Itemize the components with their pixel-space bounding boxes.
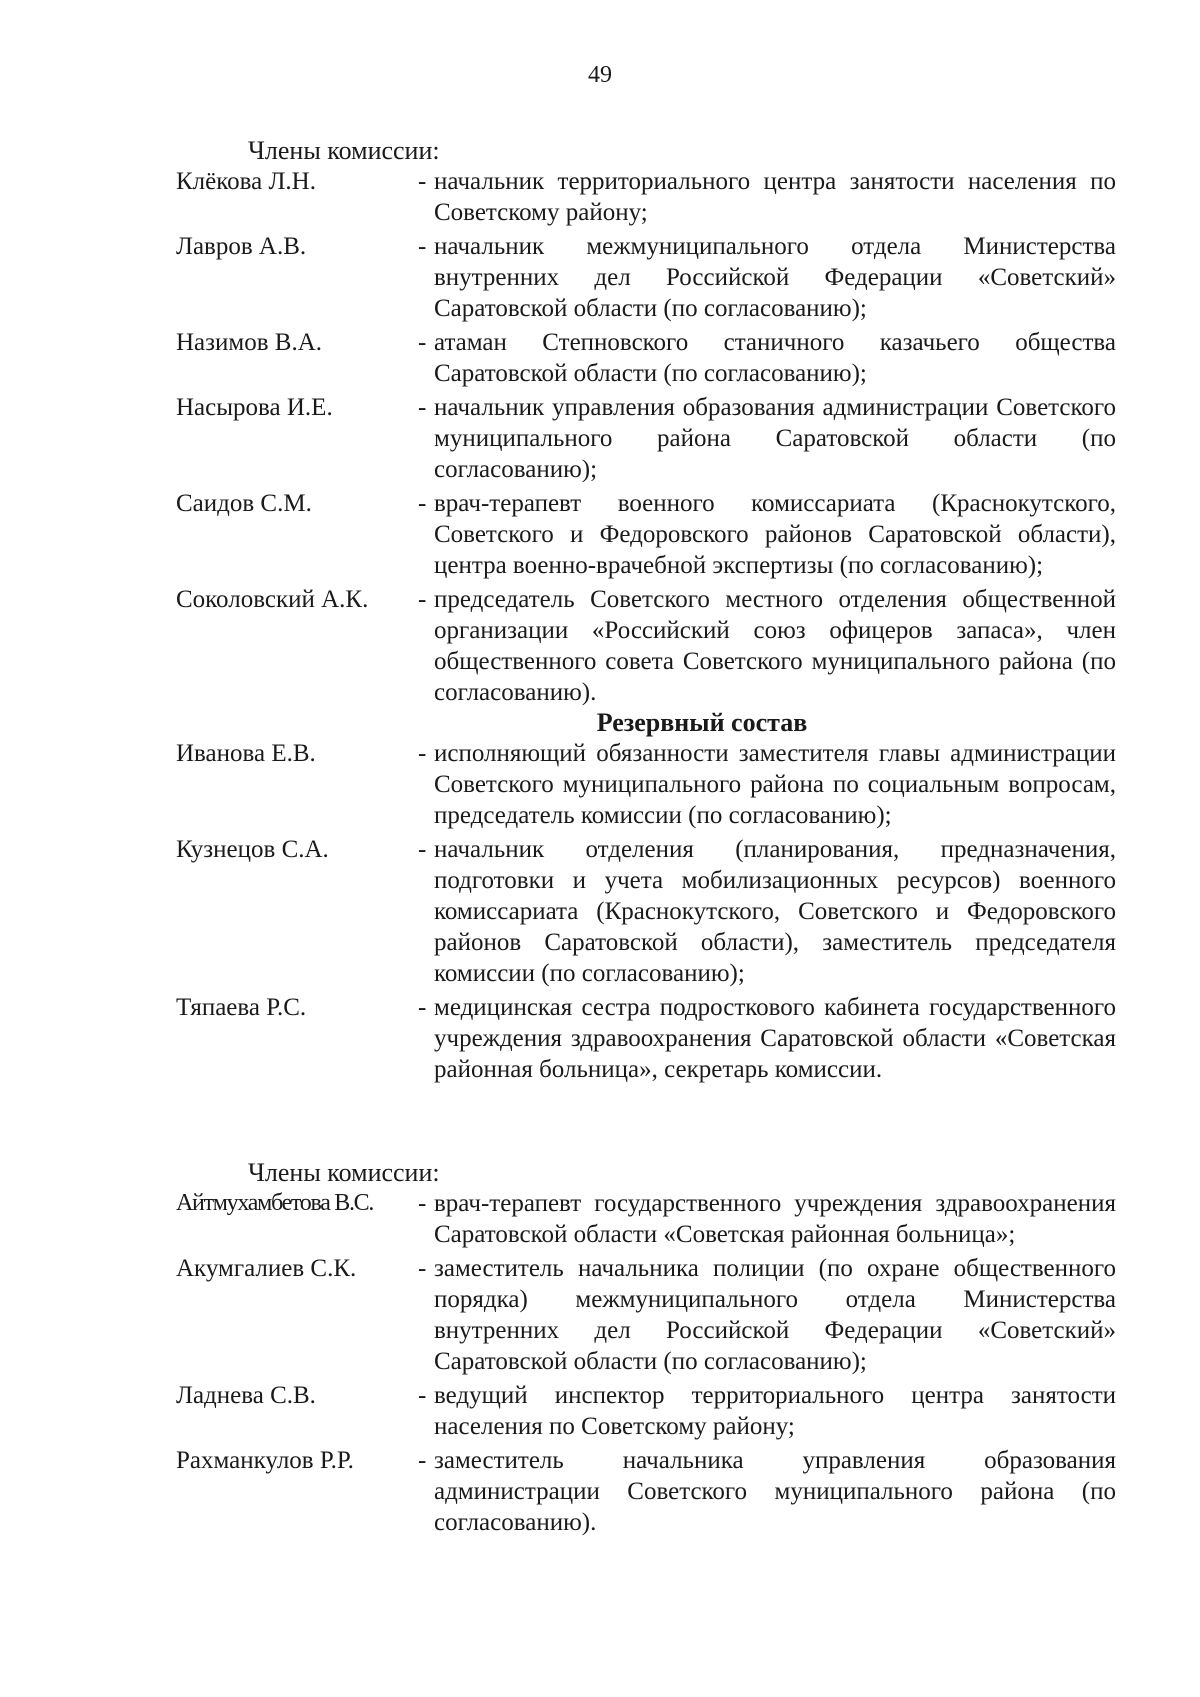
member-name: Айтмухамбетова В.С. xyxy=(176,1190,374,1216)
member-role: заместитель начальника управления образования администрации Советского муниципального района (по согласованию). xyxy=(434,1447,1116,1536)
member-role: ведущий инспектор территориального центра занятости населения по Советскому району; xyxy=(434,1382,1116,1440)
member-dash: - xyxy=(418,994,427,1021)
member-row xyxy=(176,392,1116,485)
member-role: начальник управления образования администрации Советского муниципального района Саратовской области (по согласованию); xyxy=(434,394,1116,483)
member-name: Ладнева С.В. xyxy=(176,1382,316,1409)
reserve-title: Резервный состав xyxy=(596,708,808,737)
member-dash: - xyxy=(418,168,427,195)
page-number: 49 xyxy=(588,62,612,88)
member-name: Соколовский А.К. xyxy=(176,586,369,613)
member-dash: - xyxy=(418,586,427,613)
member-name: Кузнецов С.А. xyxy=(176,836,329,863)
member-name: Клёкова Л.Н. xyxy=(176,168,316,195)
member-dash: - xyxy=(418,490,427,517)
member-role: председатель Советского местного отделения общественной организации «Российский союз офицеров запаса», член общественного совета Советского муниципального района (по согласованию). xyxy=(434,586,1116,706)
members-heading: Члены комиссии: xyxy=(248,136,440,165)
member-role: начальник территориального центра занятости населения по Советскому району; xyxy=(434,168,1116,226)
member-role: врач-терапевт государственного учреждения здравоохранения Саратовской области «Советская районная больница»; xyxy=(434,1190,1116,1248)
member-row xyxy=(176,992,1116,1085)
member-dash: - xyxy=(418,1255,427,1282)
member-dash: - xyxy=(418,233,427,260)
member-name: Назимов В.А. xyxy=(176,329,323,356)
member-row xyxy=(176,1188,1116,1250)
member-role: врач-терапевт военного комиссариата (Краснокутского, Советского и Федоровского районов Саратовской области), центра военно-врачебной экспертизы (по согласованию); xyxy=(434,490,1116,579)
member-role: начальник отделения (планирования, предназначения, подготовки и учета мобилизационных ресурсов) военного комиссариата (Краснокутского, Советского и Федоровского районов Саратовской области), заместитель председателя комиссии (по согласованию); xyxy=(434,836,1116,987)
member-name: Иванова Е.В. xyxy=(176,740,316,767)
member-role: исполняющий обязанности заместителя главы администрации Советского муниципального района по социальным вопросам, председатель комиссии (по согласованию); xyxy=(434,740,1116,829)
commission-members-section xyxy=(176,136,1116,711)
member-dash: - xyxy=(418,1190,427,1217)
member-dash: - xyxy=(418,1447,427,1474)
member-name: Тяпаева Р.С. xyxy=(176,994,307,1021)
member-dash: - xyxy=(418,329,427,356)
member-row xyxy=(176,834,1116,989)
members-heading: Члены комиссии: xyxy=(248,1158,440,1187)
member-row xyxy=(176,1253,1116,1377)
member-role: начальник межмуниципального отдела Министерства внутренних дел Российской Федерации «Советский» Саратовской области (по согласованию); xyxy=(434,233,1116,322)
reserve-section xyxy=(176,708,1116,1088)
member-row xyxy=(176,488,1116,581)
member-role: медицинская сестра подросткового кабинета государственного учреждения здравоохранения Саратовской области «Советская районная больница», секретарь комиссии. xyxy=(434,994,1116,1083)
member-name: Акумгалиев С.К. xyxy=(176,1255,357,1282)
member-role: атаман Степновского станичного казачьего общества Саратовской области (по согласованию); xyxy=(434,329,1116,387)
reserve-members-section xyxy=(176,1158,1116,1541)
member-dash: - xyxy=(418,394,427,421)
member-row xyxy=(176,584,1116,708)
member-row xyxy=(176,1445,1116,1538)
member-role: заместитель начальника полиции (по охране общественного порядка) межмуниципального отдела Министерства внутренних дел Российской Федерации «Советский» Саратовской области (по согласованию); xyxy=(434,1255,1116,1375)
member-row xyxy=(176,231,1116,324)
member-row xyxy=(176,738,1116,831)
member-name: Саидов С.М. xyxy=(176,490,312,517)
member-dash: - xyxy=(418,836,427,863)
member-name: Лавров А.В. xyxy=(176,233,307,260)
member-dash: - xyxy=(418,1382,427,1409)
member-row xyxy=(176,1380,1116,1442)
member-dash: - xyxy=(418,740,427,767)
member-name: Насырова И.Е. xyxy=(176,394,333,421)
member-row xyxy=(176,166,1116,228)
member-row xyxy=(176,327,1116,389)
member-name: Рахманкулов Р.Р. xyxy=(176,1447,354,1474)
